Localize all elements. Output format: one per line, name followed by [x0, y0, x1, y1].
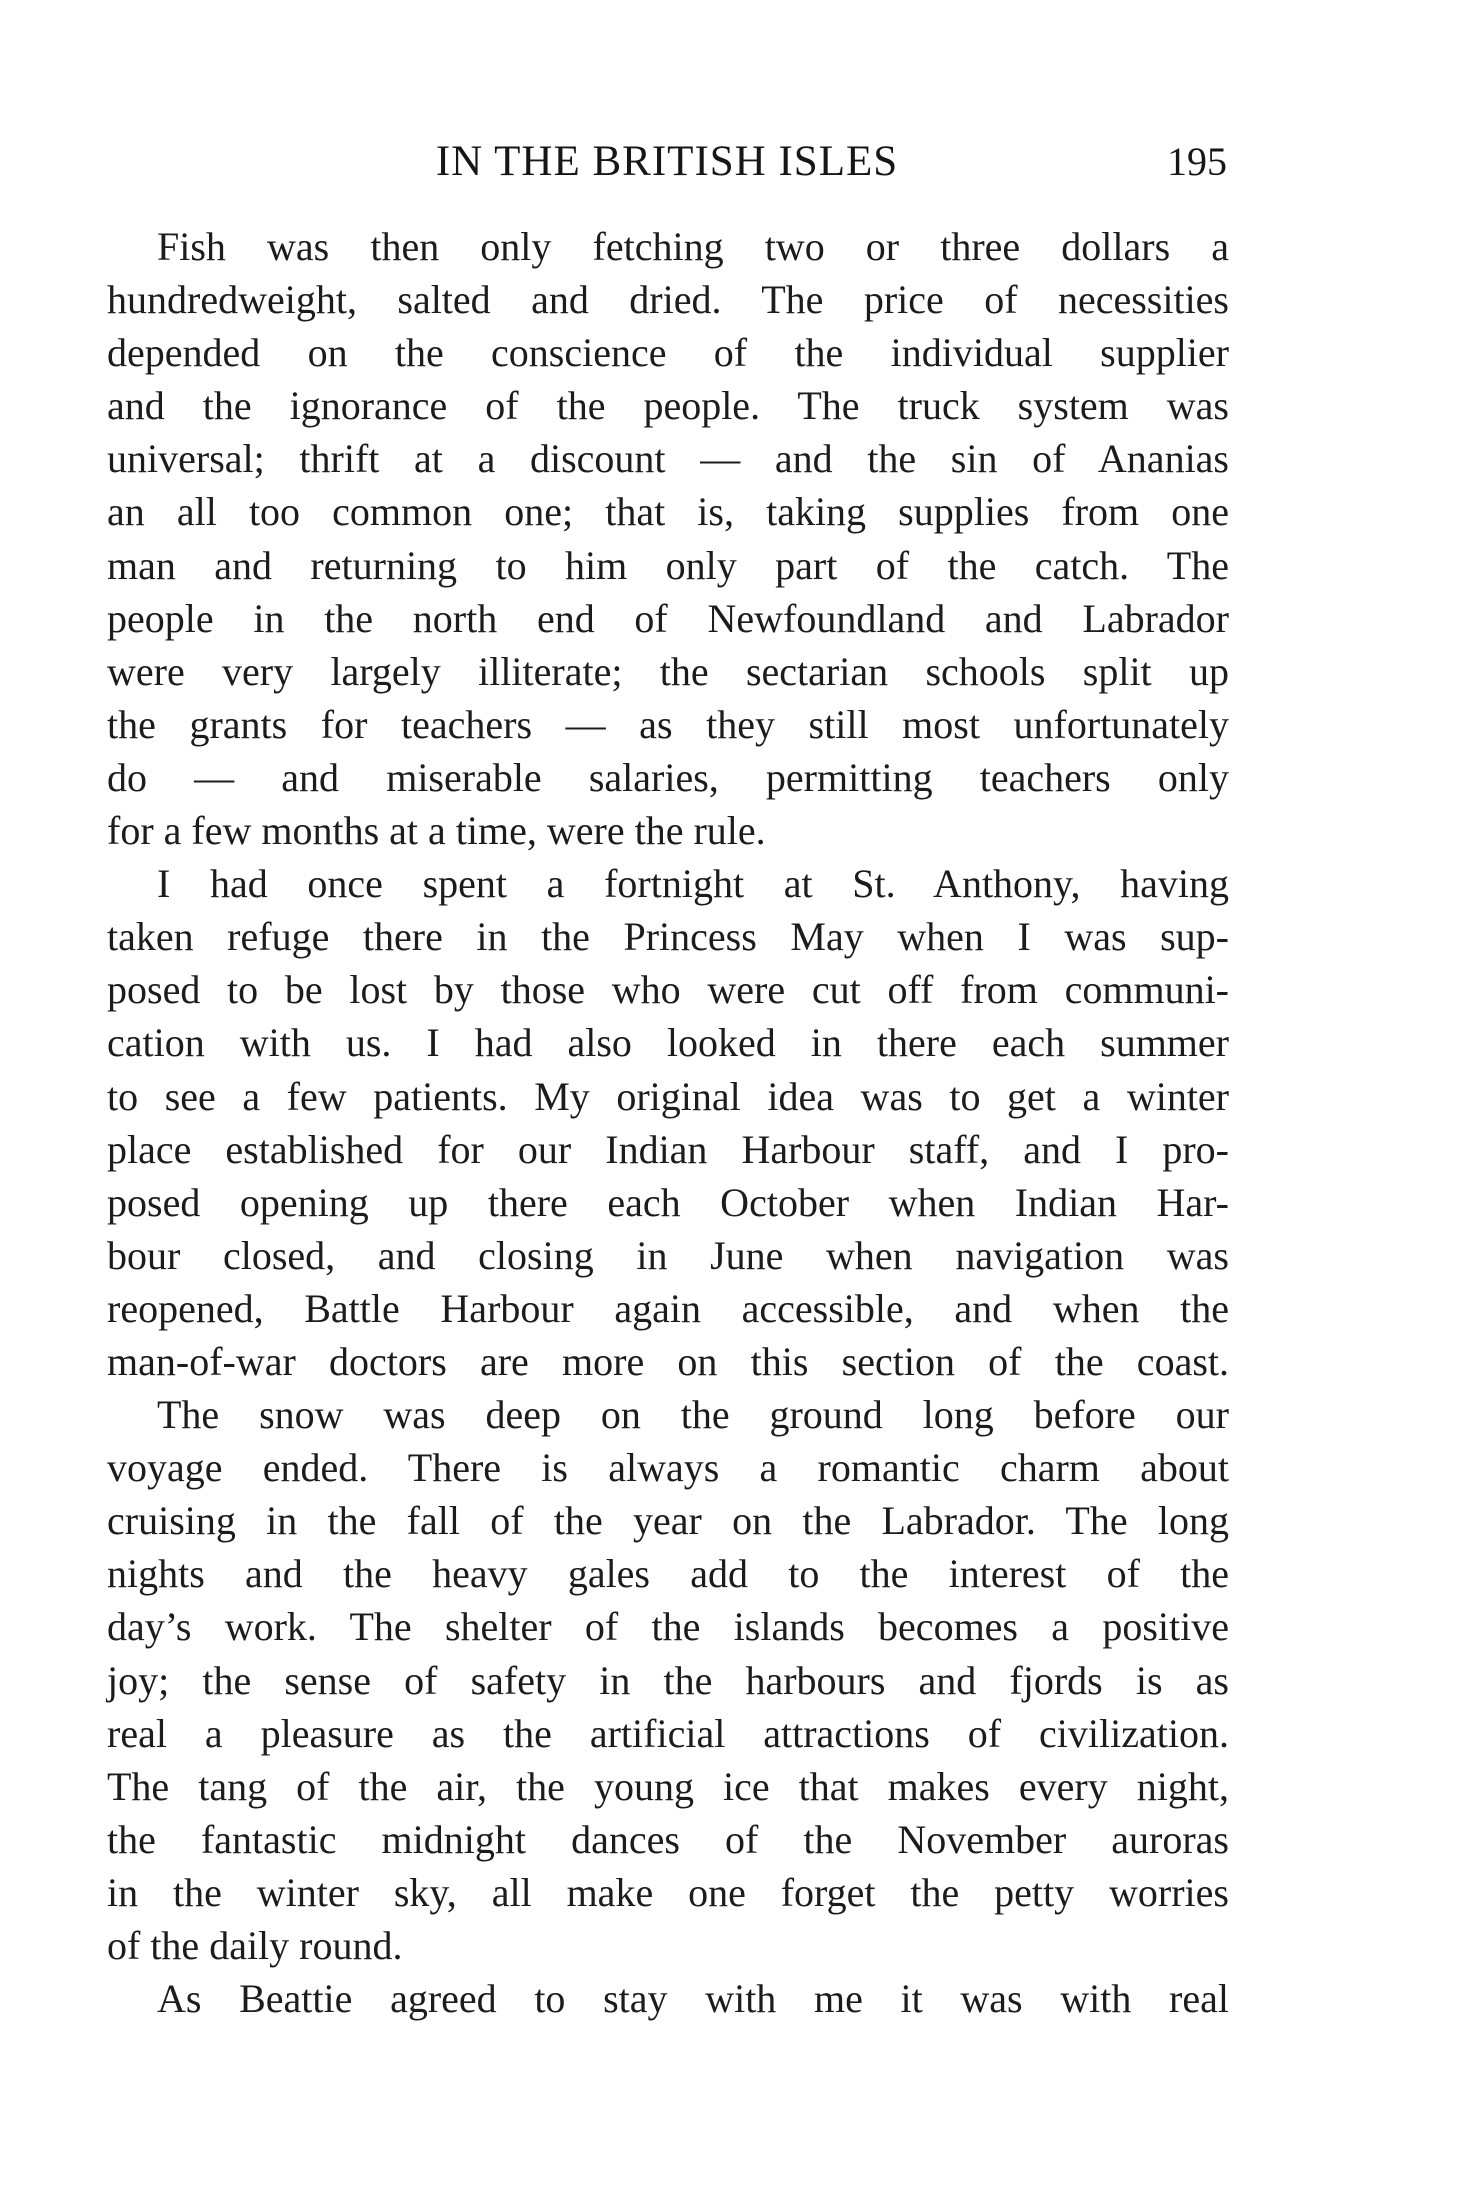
text-line: an all too common one; that is, taking supplies from one	[107, 489, 1229, 535]
text-line: day’s work. The shelter of the islands becomes a positive	[107, 1604, 1229, 1650]
text-line: man and returning to him only part of the catch. The	[107, 542, 1229, 588]
text-line: reopened, Battle Harbour again accessible, and when the	[107, 1285, 1229, 1331]
text-line: depended on the conscience of the individual supplier	[107, 330, 1229, 376]
text-line: cruising in the fall of the year on the Labrador. The long	[107, 1498, 1229, 1544]
text-line: Fish was then only fetching two or three dollars a	[157, 224, 1229, 269]
text-line: bour closed, and closing in June when navigation was	[107, 1232, 1229, 1278]
text-line: universal; thrift at a discount — and the sin of Ananias	[107, 436, 1229, 482]
text-line: nights and the heavy gales add to the interest of the	[107, 1551, 1229, 1597]
text-line: man-of-war doctors are more on this section of the coast.	[107, 1338, 1229, 1384]
text-line: As Beattie agreed to stay with me it was with real	[157, 1976, 1229, 2022]
text-line: posed opening up there each October when Indian Har-	[107, 1179, 1229, 1225]
text-line: the grants for teachers — as they still most unfortunately	[107, 701, 1229, 747]
text-line: taken refuge there in the Princess May when I was sup-	[107, 914, 1229, 960]
text-line: people in the north end of Newfoundland and Labrador	[107, 595, 1229, 641]
text-line: The tang of the air, the young ice that makes every night,	[107, 1763, 1229, 1809]
text-line: the fantastic midnight dances of the November auroras	[107, 1816, 1229, 1862]
text-line: were very largely illiterate; the sectarian schools split up	[107, 648, 1229, 694]
text-line: cation with us. I had also looked in there each summer	[107, 1020, 1229, 1066]
text-line: I had once spent a fortnight at St. Anthony, having	[157, 861, 1229, 907]
text-line: The snow was deep on the ground long before our	[157, 1392, 1229, 1438]
text-line: of the daily round.	[107, 1923, 403, 1968]
running-title: IN THE BRITISH ISLES	[435, 138, 899, 185]
body-text	[107, 220, 1229, 2025]
text-line: posed to be lost by those who were cut off from communi-	[107, 967, 1229, 1013]
text-line: in the winter sky, all make one forget the petty worries	[107, 1869, 1229, 1915]
text-line: for a few months at a time, were the rule.	[107, 808, 766, 854]
page-number: 195	[1167, 139, 1227, 184]
text-line: joy; the sense of safety in the harbours and fjords is as	[107, 1657, 1229, 1703]
running-head	[107, 132, 1227, 192]
text-line: hundredweight, salted and dried. The price of necessities	[107, 277, 1229, 323]
text-line: place established for our Indian Harbour staff, and I pro-	[107, 1126, 1229, 1172]
text-line: to see a few patients. My original idea was to get a winter	[107, 1073, 1229, 1119]
text-line: and the ignorance of the people. The truck system was	[107, 383, 1229, 429]
text-line: voyage ended. There is always a romantic charm about	[107, 1445, 1229, 1491]
text-line: real a pleasure as the artificial attractions of civilization.	[107, 1710, 1229, 1756]
text-line: do — and miserable salaries, permitting teachers only	[107, 754, 1229, 800]
